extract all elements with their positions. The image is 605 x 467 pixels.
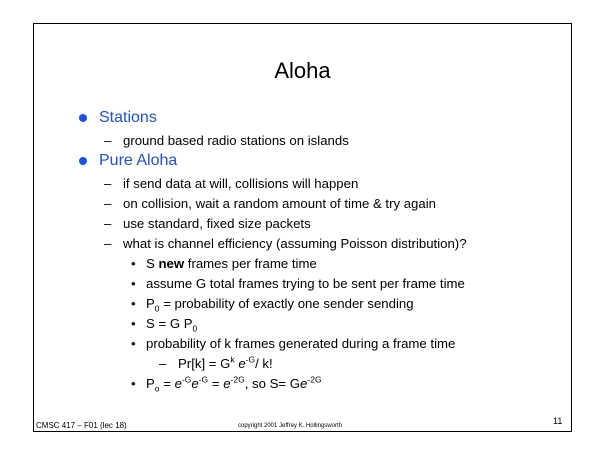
footer-copyright: copyright 2001 Jeffrey K. Hollingsworth bbox=[238, 423, 342, 429]
dash-icon: – bbox=[104, 133, 112, 148]
dash-icon: – bbox=[159, 356, 167, 371]
bullet-icon: • bbox=[131, 256, 136, 271]
page-number: 11 bbox=[553, 416, 563, 426]
dash-icon: – bbox=[104, 236, 112, 251]
dash-icon: – bbox=[104, 196, 112, 211]
bullet-icon: • bbox=[131, 296, 136, 311]
heading-stations: Stations bbox=[99, 109, 157, 126]
bullet-icon: • bbox=[131, 276, 136, 291]
dash-icon: – bbox=[104, 176, 112, 191]
bullet-icon: • bbox=[131, 336, 136, 351]
footer-course: CMSC 417 – F01 (lec 18) bbox=[36, 421, 127, 430]
bullet-icon: • bbox=[131, 316, 136, 331]
bullet-icon: • bbox=[131, 376, 136, 391]
heading-pure-aloha: Pure Aloha bbox=[99, 152, 178, 169]
bullet-dot-icon bbox=[79, 114, 87, 122]
slide-title: Aloha bbox=[274, 58, 331, 83]
dash-icon: – bbox=[104, 216, 112, 231]
bullet-dot-icon bbox=[79, 157, 87, 165]
